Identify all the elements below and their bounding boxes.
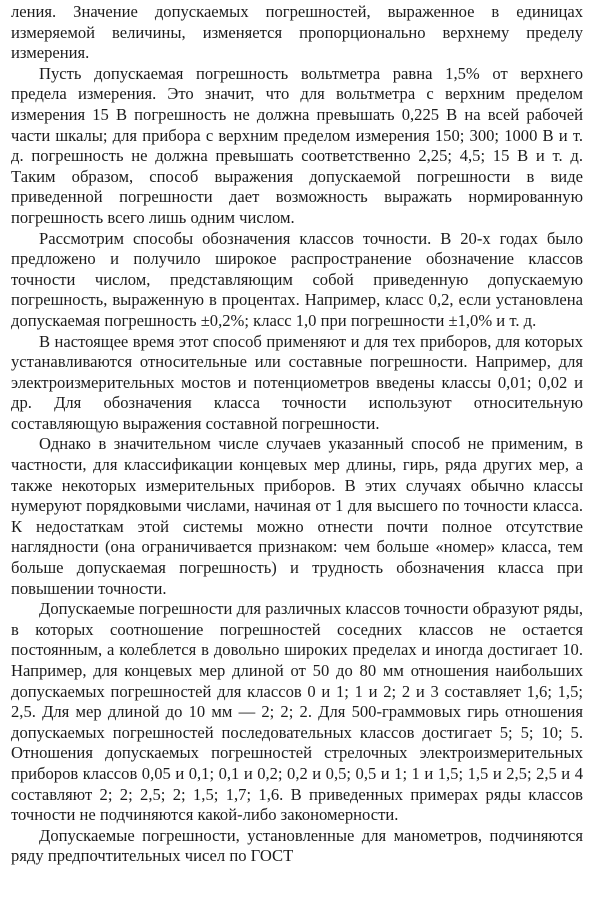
paragraph-ordinal-classes: Однако в значительном числе случаев указанный способ не применим, в частности, для классификации концевых мер длины, гирь, ряда других мер, а также некоторых измерительных приборов. В этих случаях обычно классы нумеруют порядковыми числами, начиная от 1 для высшего по точности класса. К недостаткам этой системы можно отнести почти полное отсутствие наглядности (она ограничивается признаком: чем больше «номер» класса, тем больше допускаемая погрешность) и трудность обозначения класса при повышении точности.	[11, 434, 583, 598]
paragraph-present-usage: В настоящее время этот способ применяют и для тех приборов, для которых устанавливаются относительные или составные погрешности. Например, для электроизмерительных мостов и потенциометров введены классы 0,01; 0,02 и др. Для обозначения класса точности используют относительную составляющую выражения составной погрешности.	[11, 331, 583, 433]
paragraph-continuation: ления. Значение допускаемых погрешностей, выраженное в единицах измеряемой величины, изменяется пропорционально верхнему пределу измерения.	[11, 2, 583, 63]
paragraph-manometers: Допускаемые погрешности, установленные для манометров, подчиняются ряду предпочтительных чисел по ГОСТ	[11, 825, 583, 866]
paragraph-voltmeter-example: Пусть допускаемая погрешность вольтметра равна 1,5% от верхнего предела измерения. Это значит, что для вольтметра с верхним пределом измерения 15 В погрешность не должна превышать 0,225 В на всей рабочей части шкалы; для прибора с верхним пределом измерения 150; 300; 1000 В и т. д. погрешность не должна превышать соответственно 2,25; 4,5; 15 В и т. д. Таким образом, способ выражения допускаемой погрешности в виде приведенной погрешности дает возможность выражать нормированную погрешность всего лишь одним числом.	[11, 63, 583, 227]
paragraph-class-notation: Рассмотрим способы обозначения классов точности. В 20-х годах было предложено и получило широкое распространение обозначение классов точности числом, представляющим собой приведенную допускаемую погрешность, выраженную в процентах. Например, класс 0,2, если установлена допускаемая погрешность ±0,2%; класс 1,0 при погрешности ±1,0% и т. д.	[11, 228, 583, 330]
paragraph-error-series: Допускаемые погрешности для различных классов точности образуют ряды, в которых соотношение погрешностей соседних классов не остается постоянным, а колеблется в довольно широких пределах и иногда достигает 10. Например, для концевых мер длиной от 50 до 80 мм отношения наибольших допускаемых погрешностей для классов 0 и 1; 1 и 2; 2 и 3 составляет 1,6; 1,5; 2,5. Для мер длиной до 10 мм — 2; 2; 2. Для 500-граммовых гирь отношения допускаемых погрешностей последовательных классов достигает 5; 5; 10; 5. Отношения допускаемых погрешностей стрелочных электроизмерительных приборов классов 0,05 и 0,1; 0,1 и 0,2; 0,2 и 0,5; 0,5 и 1; 1 и 1,5; 1,5 и 2,5; 2,5 и 4 составляют 2; 2; 2,5; 2; 1,5; 1,7; 1,6. В приведенных примерах ряды классов точности не подчиняются какой-либо закономерности.	[11, 599, 583, 825]
